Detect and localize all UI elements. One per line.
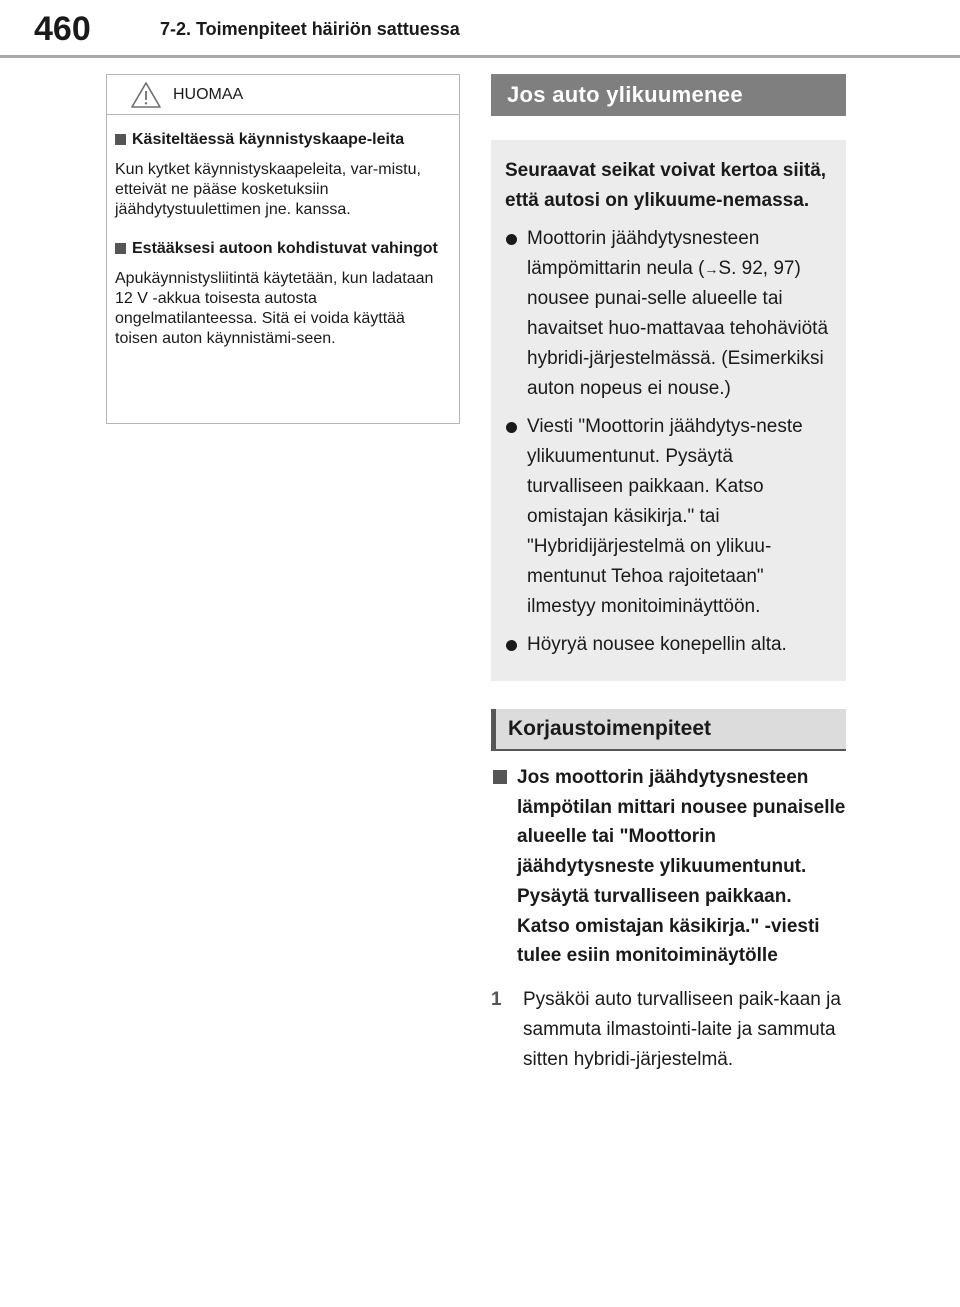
overheat-intro: Seuraavat seikat voivat kertoa siitä, että autosi on ylikuume-nemassa.	[505, 160, 827, 211]
caution-item-heading	[115, 238, 449, 259]
arrow-right-icon: →	[704, 261, 719, 277]
fix-heading: Korjaustoimenpiteet	[491, 709, 846, 751]
bullet-dot-icon	[506, 640, 517, 651]
caution-item-text: Kun kytket käynnistyskaapeleita, var-mistu, etteivät ne pääse kosketuksiin jäähdytystuulettimen jne. kanssa.	[115, 161, 421, 218]
bullet-dot-icon	[506, 234, 517, 245]
list-item	[505, 412, 832, 622]
caution-item-heading-text: Estääksesi autoon kohdistuvat vahingot	[132, 240, 438, 257]
list-item-text: S. 92, 97) nousee punai-selle alueelle tai havaitset huo-mattavaa tehohäviötä hybridi-järjestelmässä. (Esimerkiksi auton nopeus ei nouse.)	[527, 258, 829, 399]
step-item	[491, 985, 846, 1075]
square-bullet-icon	[115, 134, 126, 145]
header-divider	[0, 55, 960, 58]
section-title: 7-2. Toimenpiteet häiriön sattuessa	[160, 19, 460, 39]
bullet-dot-icon	[506, 422, 517, 433]
overheat-panel	[491, 140, 846, 681]
list-item-text: Moottorin jäähdytysnesteen lämpömittarin neula (	[527, 228, 760, 279]
overheat-heading: Jos auto ylikuumenee	[491, 74, 846, 116]
list-item	[505, 630, 832, 661]
caution-box	[106, 74, 460, 424]
square-bullet-icon	[115, 243, 126, 254]
caution-item-heading-text: Käsiteltäessä käynnistyskaape-leita	[132, 131, 405, 148]
list-item-text: Höyryä nousee konepellin alta.	[527, 634, 787, 655]
page-number: 460	[34, 10, 91, 48]
overheat-list	[505, 224, 832, 661]
fix-subheading-text: Jos moottorin jäähdytysnesteen lämpötilan mittari nousee punaiselle alueelle tai "Moottorin jäähdytysneste ylikuumentunut. Pysäytä turvalliseen paikkaan. Katso omistajan käsikirja." -viesti tulee esiin monitoiminäytölle	[517, 767, 846, 967]
caution-title: HUOMAA	[173, 86, 244, 103]
caution-item-heading	[115, 129, 449, 150]
step-number: 1	[491, 988, 502, 1010]
square-bullet-icon	[493, 770, 507, 784]
list-item	[505, 224, 832, 404]
list-item-text: Viesti "Moottorin jäähdytys-neste ylikuumentunut. Pysäytä turvalliseen paikkaan. Katso omistajan käsikirja." tai "Hybridijärjestelmä on ylikuu-mentunut Tehoa rajoitetaan" ilmestyy monitoiminäyttöön.	[527, 416, 803, 617]
right-column	[491, 74, 846, 1075]
caution-header	[107, 75, 459, 115]
caution-body	[107, 115, 459, 349]
warning-triangle-icon	[130, 81, 162, 109]
page-header	[0, 0, 960, 58]
step-text: Pysäköi auto turvalliseen paik-kaan ja sammuta ilmastointi-laite ja sammuta sitten hybridi-järjestelmä.	[523, 988, 841, 1070]
caution-item-text: Apukäynnistysliitintä käytetään, kun ladataan 12 V -akkua toisesta autosta ongelmatilanteessa. Sitä ei voida käyttää toisen auton käynnistämi-seen.	[115, 270, 434, 347]
fix-subheading	[491, 763, 846, 971]
